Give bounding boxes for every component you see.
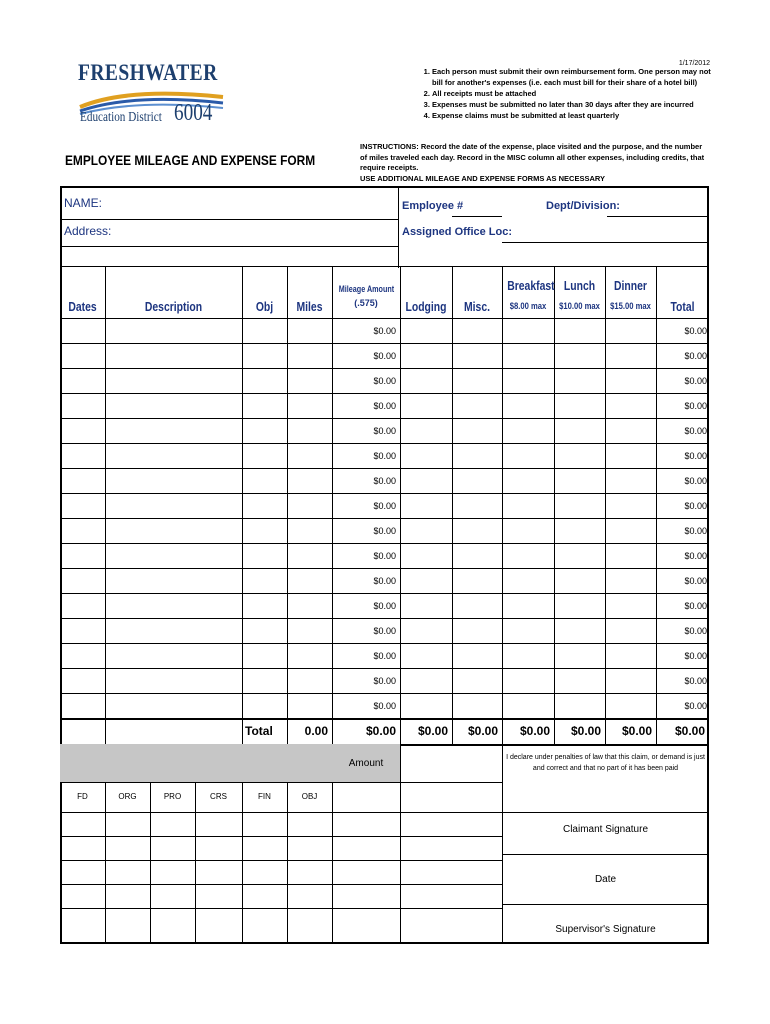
- coding-header-2: PRO: [163, 792, 182, 801]
- col-mileage-header: Mileage Amount: [338, 284, 395, 294]
- claimant-signature: Claimant Signature: [562, 824, 649, 835]
- col-mileage-rate: (.575): [354, 298, 378, 308]
- row-total-cell: $0.00: [684, 376, 707, 386]
- row-total-cell: $0.00: [684, 576, 707, 586]
- instructions-extra: USE ADDITIONAL MILEAGE AND EXPENSE FORMS AS NECESSARY: [360, 173, 606, 183]
- mileage-amount-cell: $0.00: [373, 426, 396, 436]
- col-obj-header: Obj: [255, 299, 274, 314]
- mileage-amount-cell: $0.00: [373, 626, 396, 636]
- row-total-cell: $0.00: [684, 401, 707, 411]
- mileage-amount-cell: $0.00: [373, 526, 396, 536]
- declaration-text: I declare under penalties of law that this claim, or demand is just and correct and that no part of it has been paid: [506, 754, 705, 772]
- totals-total: $0.00: [674, 724, 705, 738]
- row-total-cell: $0.00: [684, 351, 707, 361]
- rule-3: 3. Expenses must be submitted no later than 30 days after they are incurred: [432, 99, 718, 110]
- col-description-header: Description: [144, 299, 203, 314]
- rules-list: [418, 66, 718, 121]
- row-total-cell: $0.00: [684, 601, 707, 611]
- col-total-header: Total: [670, 299, 695, 314]
- instructions-text: INSTRUCTIONS: Record the date of the expense, place visited and the purpose, and the number of miles traveled each day. Record in the MISC column all other expenses, including credits, that require receipts.: [360, 142, 705, 172]
- row-total-cell: $0.00: [684, 426, 707, 436]
- logo-subtitle: Education District: [80, 110, 162, 125]
- instructions: [360, 142, 710, 184]
- totals-miles: 0.00: [304, 724, 328, 738]
- date-signature: Date: [594, 874, 617, 885]
- col-breakfast-max: $8.00 max: [509, 301, 547, 311]
- row-total-cell: $0.00: [684, 476, 707, 486]
- row-total-cell: $0.00: [684, 626, 707, 636]
- office-label: Assigned Office Loc:: [402, 226, 513, 238]
- mileage-amount-cell: $0.00: [373, 576, 396, 586]
- coding-header-0: FD: [77, 792, 88, 801]
- address-label: Address:: [64, 224, 112, 238]
- col-dinner-header: Dinner: [614, 278, 647, 293]
- col-dinner-max: $15.00 max: [610, 301, 651, 311]
- mileage-amount-cell: $0.00: [373, 676, 396, 686]
- row-total-cell: $0.00: [684, 701, 707, 711]
- mileage-amount-cell: $0.00: [373, 476, 396, 486]
- mileage-amount-cell: $0.00: [373, 326, 396, 336]
- totals-mileage: $0.00: [365, 724, 396, 738]
- mileage-amount-cell: $0.00: [373, 701, 396, 711]
- row-total-cell: $0.00: [684, 551, 707, 561]
- col-breakfast-header: Breakfast: [507, 278, 555, 293]
- mileage-amount-cell: $0.00: [373, 451, 396, 461]
- totals-lunch: $0.00: [570, 724, 601, 738]
- form-date: 1/17/2012: [678, 60, 710, 67]
- name-label: NAME:: [64, 196, 103, 210]
- mileage-amount-cell: $0.00: [373, 351, 396, 361]
- col-dates-header: Dates: [68, 299, 97, 314]
- mileage-amount-cell: $0.00: [373, 501, 396, 511]
- mileage-amount-cell: $0.00: [373, 651, 396, 661]
- totals-breakfast: $0.00: [519, 724, 550, 738]
- totals-label: Total: [245, 724, 273, 738]
- dept-label: Dept/Division:: [546, 200, 620, 212]
- totals-lodging: $0.00: [417, 724, 448, 738]
- logo-number: 6004: [174, 100, 213, 126]
- mileage-amount-cell: $0.00: [373, 551, 396, 561]
- row-total-cell: $0.00: [684, 451, 707, 461]
- mileage-amount-cell: $0.00: [373, 401, 396, 411]
- row-total-cell: $0.00: [684, 501, 707, 511]
- col-lunch-max: $10.00 max: [559, 301, 600, 311]
- coding-header-5: OBJ: [301, 792, 318, 801]
- row-total-cell: $0.00: [684, 326, 707, 336]
- mileage-amount-cell: $0.00: [373, 601, 396, 611]
- expense-grid: [60, 186, 709, 944]
- form-title: EMPLOYEE MILEAGE AND EXPENSE FORM: [65, 152, 316, 168]
- mileage-amount-cell: $0.00: [373, 376, 396, 386]
- coding-header-4: FIN: [258, 792, 271, 801]
- employee-number-label: Employee #: [402, 200, 464, 212]
- coding-header-1: ORG: [118, 792, 137, 801]
- coding-header-3: CRS: [210, 792, 227, 801]
- row-total-cell: $0.00: [684, 651, 707, 661]
- rule-4: 4. Expense claims must be submitted at least quarterly: [432, 110, 718, 121]
- col-lodging-header: Lodging: [405, 299, 447, 314]
- amount-label: Amount: [348, 758, 384, 769]
- col-lunch-header: Lunch: [563, 278, 596, 293]
- row-total-cell: $0.00: [684, 676, 707, 686]
- rule-1: 1. Each person must submit their own reimbursement form. One person may not bill for another's expenses (i.e. each must bill for their share of a hotel bill): [432, 66, 718, 88]
- rule-2: 2. All receipts must be attached: [432, 88, 718, 99]
- supervisor-signature: Supervisor's Signature: [555, 924, 656, 935]
- col-miles-header: Miles: [296, 299, 323, 314]
- logo-name: FRESHWATER: [78, 60, 218, 85]
- row-total-cell: $0.00: [684, 526, 707, 536]
- totals-dinner: $0.00: [621, 724, 652, 738]
- col-misc-header: Misc.: [463, 299, 490, 314]
- freshwater-logo: [78, 60, 228, 140]
- totals-misc: $0.00: [467, 724, 498, 738]
